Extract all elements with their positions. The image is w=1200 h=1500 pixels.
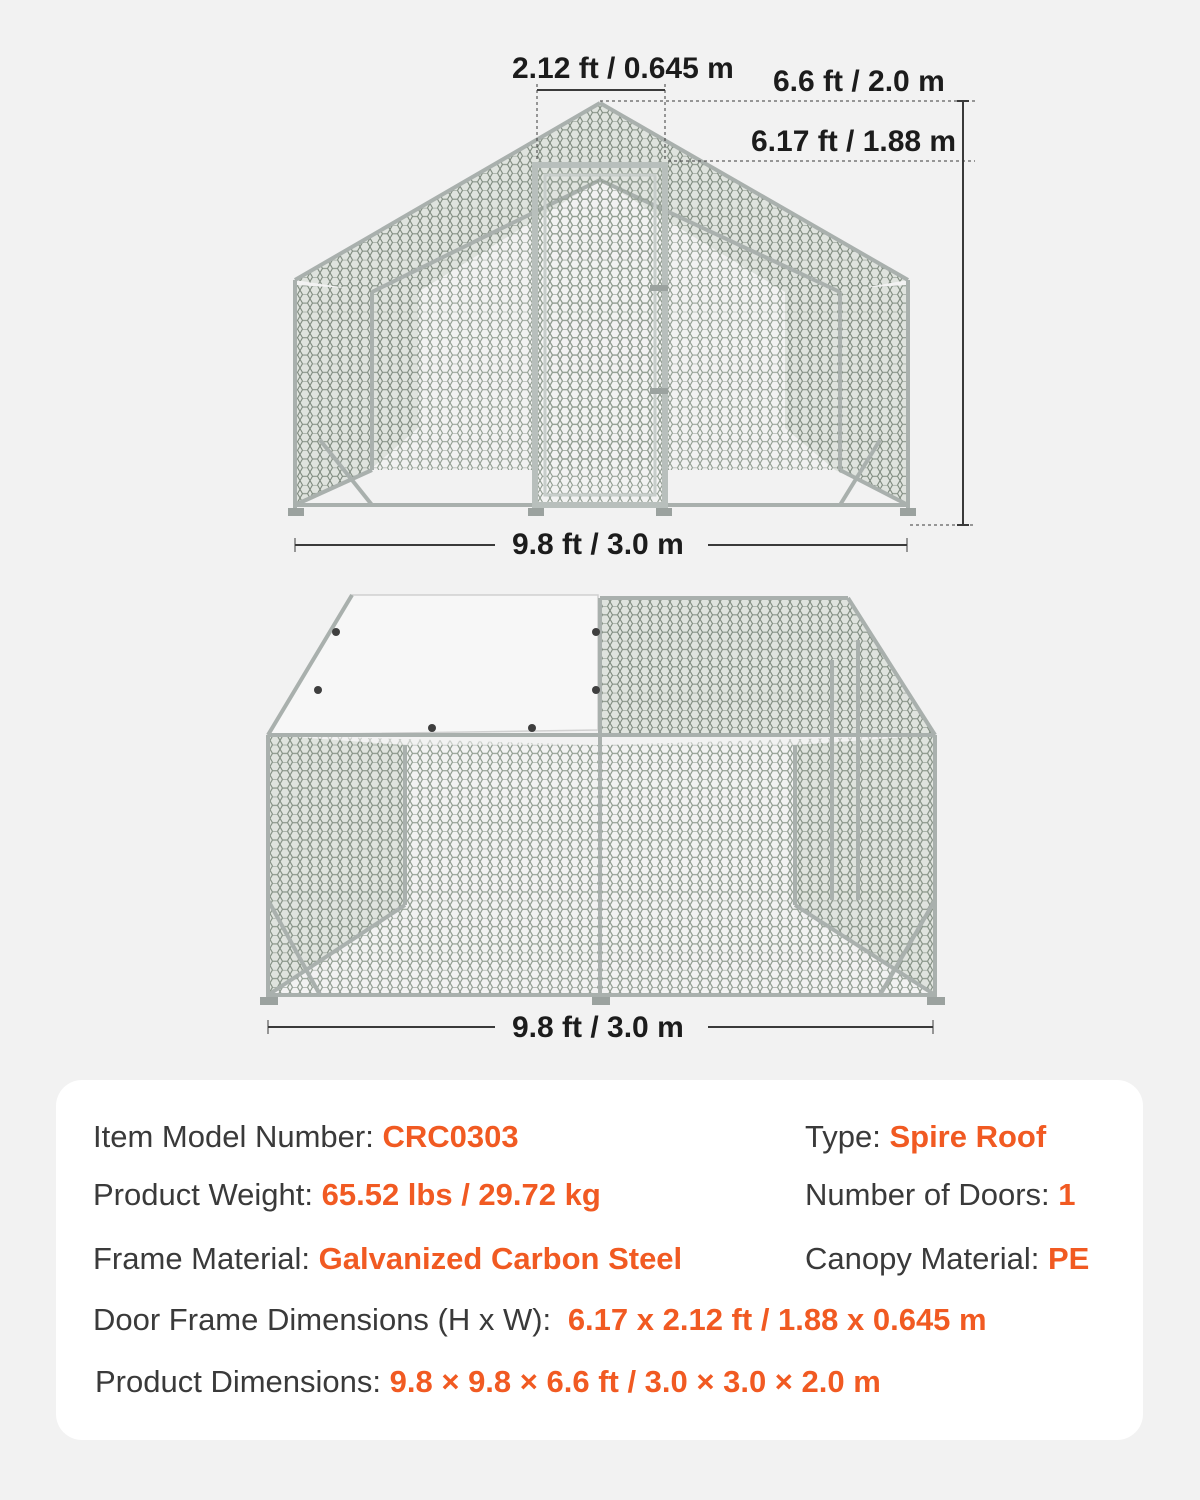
spec-frame-label: Frame Material: (93, 1241, 311, 1276)
total-height-label: 6.6 ft / 2.0 m (773, 65, 945, 98)
spec-door-frame-label: Door Frame Dimensions (H x W): (93, 1302, 552, 1337)
spec-doors (805, 1179, 1076, 1210)
spec-type-label: Type: (805, 1119, 881, 1154)
spec-model-value: CRC0303 (382, 1119, 519, 1154)
perspective-width-label: 9.8 ft / 3.0 m (512, 1011, 684, 1044)
spec-product-dims-label: Product Dimensions: (95, 1364, 382, 1399)
spec-door-frame-value: 6.17 x 2.12 ft / 1.88 x 0.645 m (567, 1302, 987, 1337)
front-view-coop (288, 103, 916, 516)
spec-model (93, 1121, 519, 1152)
spec-weight (93, 1179, 601, 1210)
spec-doors-value: 1 (1058, 1177, 1076, 1212)
canopy-cover (268, 595, 598, 735)
perspective-view-coop (260, 595, 945, 1005)
spec-canopy-value: PE (1047, 1241, 1090, 1276)
spec-frame (93, 1243, 682, 1274)
spec-product-dims (95, 1366, 881, 1397)
specifications-card (56, 1080, 1143, 1440)
front-width-label: 9.8 ft / 3.0 m (512, 528, 684, 561)
spec-type (805, 1121, 1046, 1152)
spec-weight-value: 65.52 lbs / 29.72 kg (321, 1177, 601, 1212)
spec-canopy (805, 1243, 1089, 1274)
door-width-label: 2.12 ft / 0.645 m (512, 52, 734, 85)
door-height-label: 6.17 ft / 1.88 m (751, 125, 957, 158)
spec-weight-label: Product Weight: (93, 1177, 313, 1212)
spec-doors-label: Number of Doors: (805, 1177, 1050, 1212)
spec-product-dims-value: 9.8 × 9.8 × 6.6 ft / 3.0 × 3.0 × 2.0 m (389, 1364, 881, 1399)
spec-door-frame (93, 1304, 987, 1335)
spec-canopy-label: Canopy Material: (805, 1241, 1040, 1276)
spec-type-value: Spire Roof (889, 1119, 1047, 1154)
spec-model-label: Item Model Number: (93, 1119, 374, 1154)
spec-frame-value: Galvanized Carbon Steel (318, 1241, 683, 1276)
front-door (535, 165, 668, 505)
